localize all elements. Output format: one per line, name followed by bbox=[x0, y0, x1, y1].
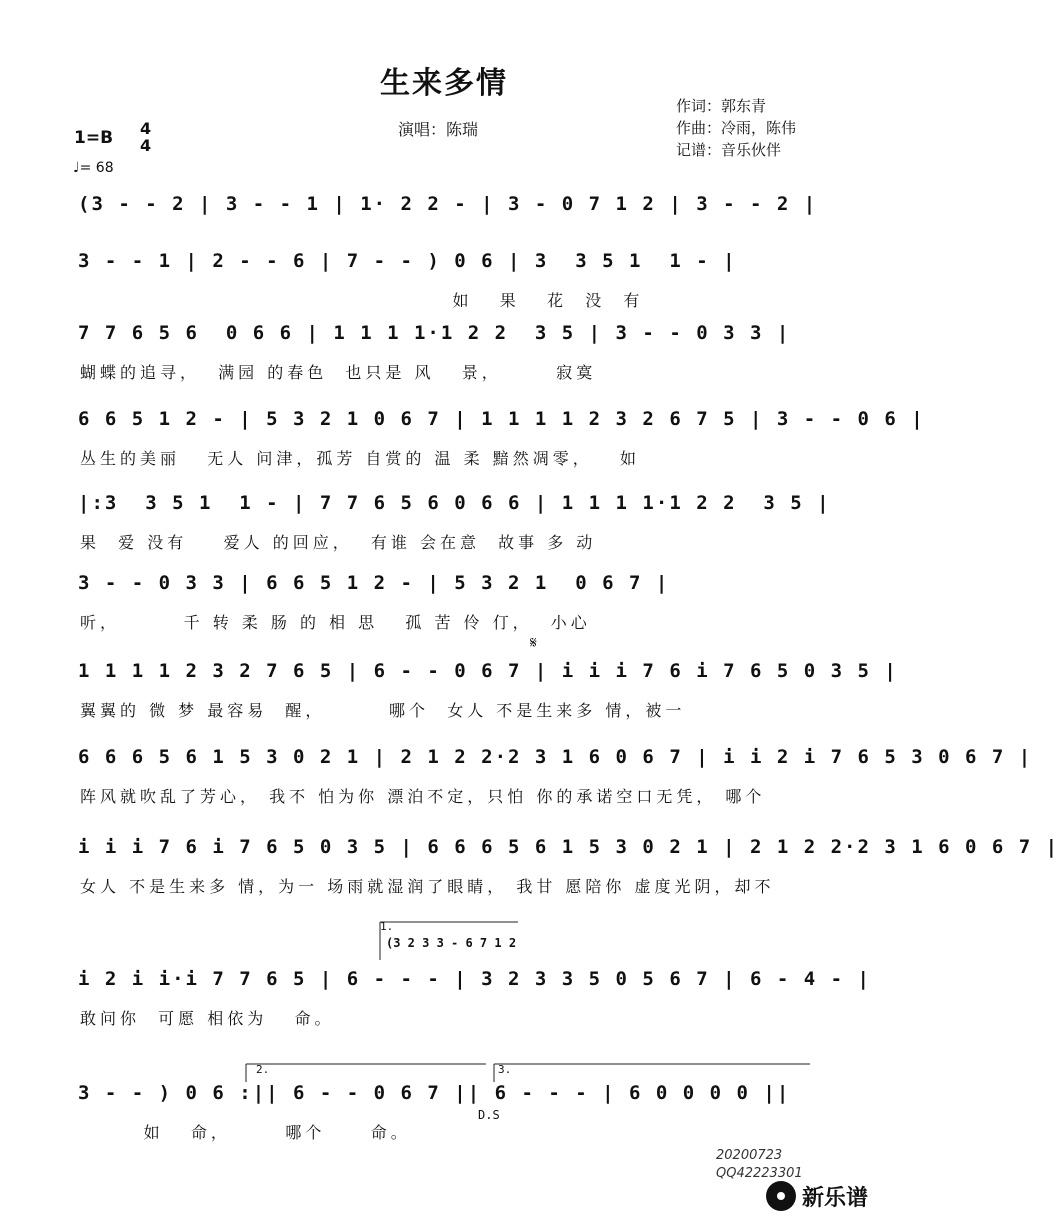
record-disc-icon bbox=[766, 1181, 796, 1211]
singer-credit: 演唱：陈瑞 bbox=[398, 120, 479, 139]
volta-first-label: 1. bbox=[380, 920, 394, 933]
lyric-row-3: 蝴蝶的追寻， 满园 的春色 也只是 风 景， 寂寞 bbox=[80, 363, 597, 382]
time-sig-bottom: 4 bbox=[140, 136, 152, 155]
lyricist-credit: 作词：郭东青 bbox=[676, 97, 767, 115]
time-sig-top: 4 bbox=[140, 119, 152, 138]
lyric-row-10: 敢问你 可愿 相依为 命。 bbox=[80, 1009, 335, 1028]
notation-row-2: 3 - - 1 | 2 - - 6 | 7 - - ) 0 6 | 3 3 5 1 1 - | bbox=[78, 250, 737, 272]
notation-row-3: 7 7 6 5 6 0 6 6 | 1 1 1 1·1 2 2 3 5 | 3 - - 0 3 3 | bbox=[78, 322, 791, 344]
qq-stamp: QQ42223301 bbox=[716, 1166, 803, 1181]
lyric-row-11: 如 命， 哪个 命。 bbox=[80, 1123, 411, 1142]
segno-icon: 𝄋 bbox=[530, 633, 537, 652]
notation-row-11: 3 - - ) 0 6 :|| 6 - - 0 6 7 || 6 - - - | 6 0 0 0 0 || bbox=[78, 1082, 791, 1104]
tempo-marking: ♩= 68 bbox=[73, 160, 114, 176]
notation-row-1: (3 - - 2 | 3 - - 1 | 1· 2 2 - | 3 - 0 7 1 2 | 3 - - 2 | bbox=[78, 193, 818, 215]
logo-text: 新乐谱 bbox=[802, 1185, 869, 1211]
notation-row-4: 6 6 5 1 2 - | 5 3 2 1 0 6 7 | 1 1 1 1 2 3 2 6 7 5 | 3 - - 0 6 | bbox=[78, 408, 925, 430]
lyric-row-7: 翼翼的 微 梦 最容易 醒， 哪个 女人 不是生来多 情，被一 bbox=[80, 701, 686, 720]
notation-row-7: 1 1 1 1 2 3 2 7 6 5 | 6 - - 0 6 7 | i i i 7 6 i 7 6 5 0 3 5 | bbox=[78, 660, 898, 682]
notation-row-6: 3 - - 0 3 3 | 6 6 5 1 2 - | 5 3 2 1 0 6 7 | bbox=[78, 572, 670, 594]
lyric-row-2: 如 果 花 没 有 bbox=[80, 291, 644, 310]
notation-row-10: i 2 i i·i 7 7 6 5 | 6 - - - | 3 2 3 3 5 0 5 6 7 | 6 - 4 - | bbox=[78, 968, 871, 990]
volta-third-label: 3. bbox=[498, 1063, 512, 1076]
volta-second-label: 2. bbox=[256, 1063, 270, 1076]
page-title: 生来多情 bbox=[380, 66, 508, 101]
composer-credit: 作曲：冷雨，陈伟 bbox=[676, 119, 797, 137]
lyric-row-9: 女人 不是生来多 情，为一 场雨就湿润了眼睛， 我甘 愿陪你 虚度光阴，却不 bbox=[80, 877, 775, 896]
date-stamp: 20200723 bbox=[716, 1148, 783, 1163]
site-logo[interactable] bbox=[766, 1178, 884, 1214]
lyric-row-8: 阵风就吹乱了芳心， 我不 怕为你 漂泊不定，只怕 你的承诺空口无凭， 哪个 bbox=[80, 787, 766, 806]
lyric-row-4: 丛生的美丽 无人 问津，孤芳 自赏的 温 柔 黯然凋零， 如 bbox=[80, 449, 640, 468]
key-signature: 1=B bbox=[74, 128, 114, 148]
transcriber-credit: 记谱：音乐伙伴 bbox=[676, 141, 782, 159]
volta-first-alt: (3 2 3 3 - 6 7 1 2 bbox=[386, 936, 517, 950]
ds-marking: D.S bbox=[478, 1108, 500, 1122]
notation-row-9: i i i 7 6 i 7 6 5 0 3 5 | 6 6 6 5 6 1 5 3 0 2 1 | 2 1 2 2·2 3 1 6 0 6 7 | bbox=[78, 836, 1059, 858]
notation-row-8: 6 6 6 5 6 1 5 3 0 2 1 | 2 1 2 2·2 3 1 6 0 6 7 | i i 2 i 7 6 5 3 0 6 7 | bbox=[78, 746, 1033, 768]
notation-row-5: |:3 3 5 1 1 - | 7 7 6 5 6 0 6 6 | 1 1 1 1·1 2 2 3 5 | bbox=[78, 492, 831, 514]
lyric-row-6: 听， 千 转 柔 肠 的 相 思 孤 苦 伶 仃， 小心 bbox=[80, 613, 591, 632]
lyric-row-5: 果 爱 没有 爱人 的回应， 有谁 会在意 故事 多 动 bbox=[80, 533, 597, 552]
